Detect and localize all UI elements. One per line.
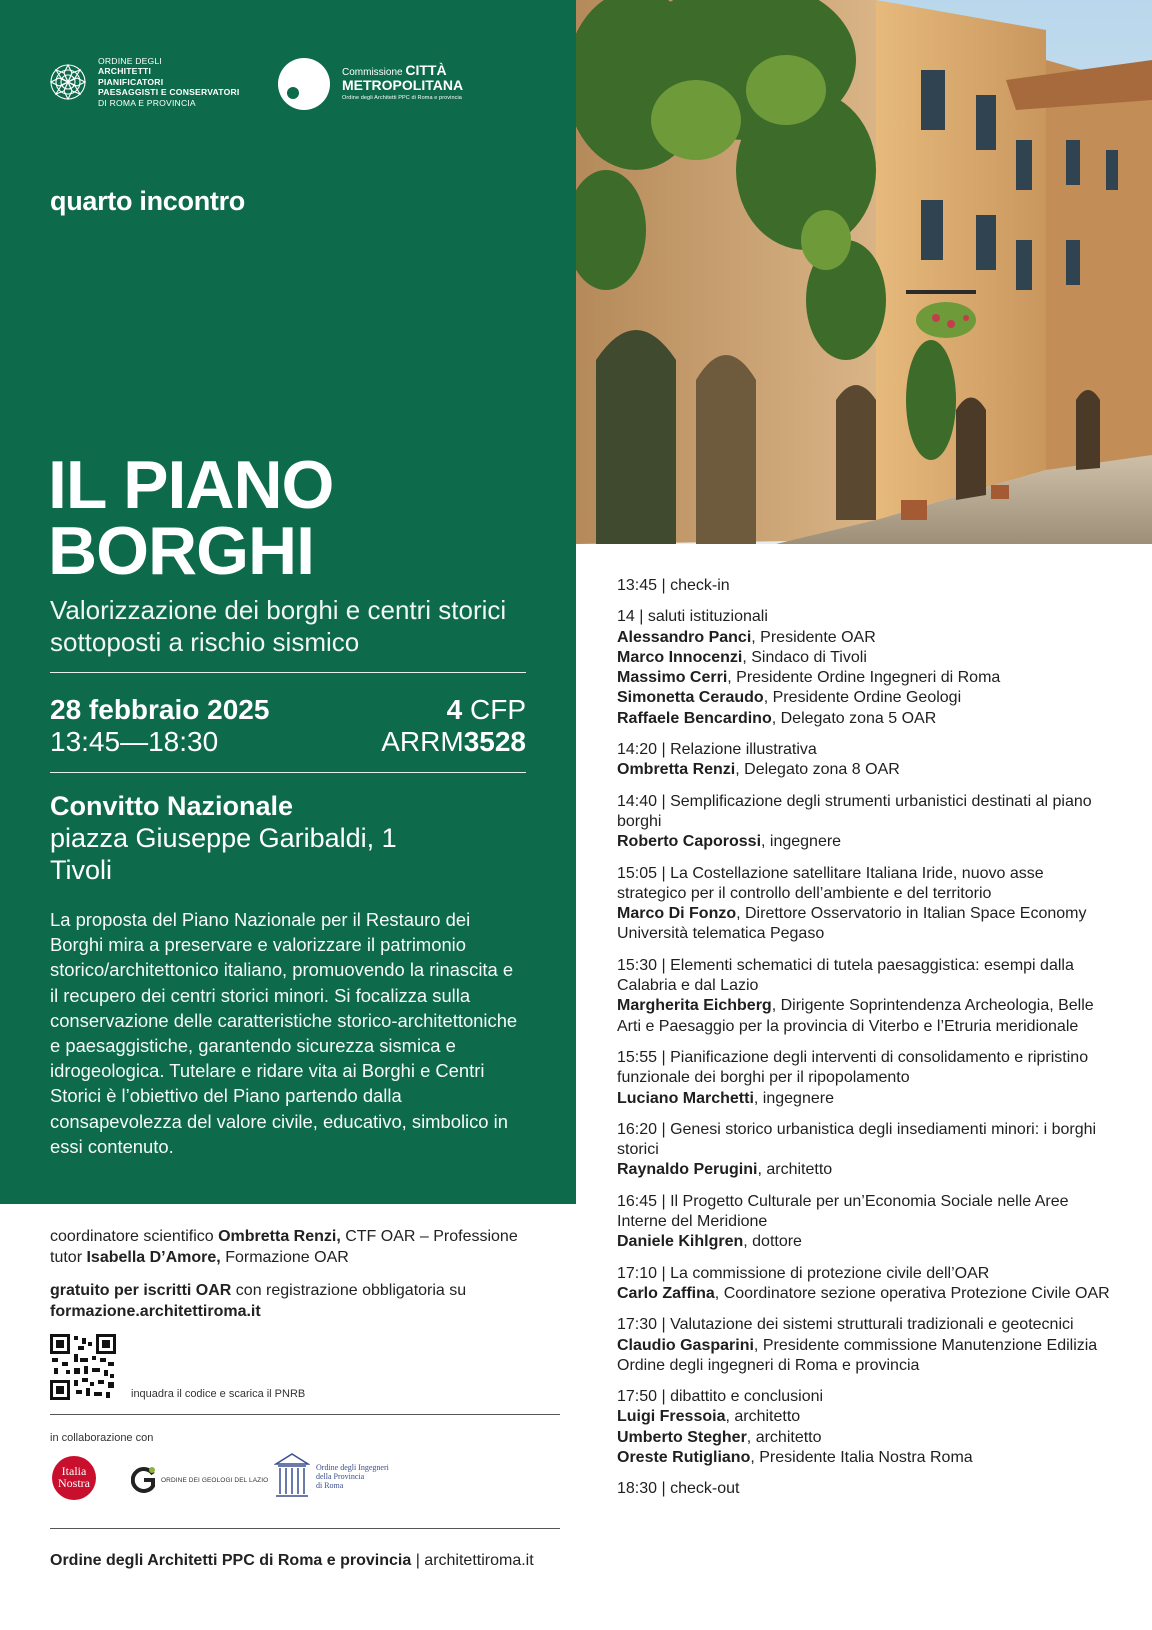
speaker-name: Massimo Cerri: [617, 669, 728, 687]
event-date: 28 febbraio 2025: [50, 694, 270, 725]
qr-code-icon[interactable]: [50, 1334, 116, 1400]
event-description: La proposta del Piano Nazionale per il Restauro dei Borghi mira a preservare e valorizzare il patrimonio storico/architettonico italiano, promuovendo la rinascita e il recupero dei centri storici minori. Si focalizza sulla conservazione delle caratteristiche storico-architettoniche e paesaggistiche, garantendo sicurezza sismica e idrogeologica. Tutelare e ridare vita ai Borghi e Centri Storici è l’obiettivo del Piano partendo dalla consapevolezza del valore civile, educativo, simbolico in essi contenuto.: [50, 909, 518, 1157]
coordinator-name: Ombretta Renzi,: [218, 1228, 341, 1245]
collaboration-label: in collaborazione con: [50, 1432, 154, 1444]
programme-slot: [617, 1120, 1117, 1181]
oar-logo-line: PAESAGGISTI E CONSERVATORI: [98, 87, 240, 98]
partner-line: della Provincia: [316, 1471, 365, 1481]
venue: [50, 790, 397, 886]
speaker-name: Carlo Zaffina: [617, 1284, 715, 1302]
cfp-credits: 4 CFP: [446, 694, 526, 725]
geologi-lazio-logo: [131, 1466, 268, 1494]
slot-heading: 18:30 | check-out: [617, 1480, 740, 1498]
speaker-role: , architetto: [757, 1161, 833, 1179]
commission-small: Commissione: [342, 66, 403, 78]
speaker-name: Luigi Fressoia: [617, 1408, 726, 1426]
speaker: [617, 1428, 1117, 1448]
photo-illustration: [576, 0, 1152, 544]
speaker-name: Daniele Kihlgren: [617, 1233, 744, 1251]
free-label: gratuito per iscritti OAR: [50, 1282, 232, 1299]
speaker: [617, 709, 1117, 729]
speaker-name: Claudio Gasparini: [617, 1336, 754, 1354]
speaker-role: , ingegnere: [761, 833, 842, 851]
programme-slot: [617, 1264, 1117, 1305]
speaker-name: Umberto Stegher: [617, 1428, 747, 1446]
speaker-role: , architetto: [746, 1428, 822, 1446]
speaker-role: , Delegato zona 5 OAR: [771, 709, 937, 727]
speaker-name: Marco Innocenzi: [617, 648, 743, 666]
footer-site[interactable]: | architettiroma.it: [411, 1552, 534, 1569]
programme-slot: [617, 1192, 1117, 1253]
programme-slot: [617, 956, 1117, 1037]
title-line: IL PIANO: [48, 447, 334, 523]
ingegneri-building-icon: [274, 1452, 310, 1500]
slot-heading: 15:55 | Pianificazione degli interventi di consolidamento e ripristino funzionale dei borghi per il ripopolamento: [617, 1048, 1089, 1087]
speaker: [617, 760, 1117, 780]
footer-org: Ordine degli Architetti PPC di Roma e provincia: [50, 1552, 412, 1569]
tutor-line: tutor Isabella D’Amore, Formazione OAR: [50, 1249, 349, 1266]
speaker-name: Alessandro Panci: [617, 628, 752, 646]
oar-logo-line: PIANIFICATORI: [98, 76, 164, 87]
event-subtitle: Valorizzazione dei borghi e centri storici sottoposti a rischio sismico: [50, 595, 507, 657]
slot-heading: 15:05 | La Costellazione satellitare Italiana Iride, nuovo asse strategico per il controllo dell’ambiente e del territorio: [617, 864, 1044, 902]
speaker-role: , Presidente commissione Manutenzione Edilizia Ordine degli ingegneri di Roma e provincia: [617, 1336, 1098, 1374]
speaker-name: Simonetta Ceraudo: [617, 689, 764, 707]
event-code: ARRM3528: [381, 726, 526, 757]
speaker-name: Roberto Caporossi: [617, 833, 762, 851]
programme-slot: [617, 1479, 1117, 1499]
speaker: [617, 1448, 1117, 1468]
footer: [50, 1552, 534, 1570]
oar-logo-text: [98, 56, 248, 108]
partner-name: [316, 1463, 389, 1490]
speaker-role: , Coordinatore sezione operativa Protezione Civile OAR: [714, 1284, 1110, 1302]
italia-nostra-logo: [52, 1456, 96, 1500]
title-line: BORGHI: [48, 513, 314, 589]
commission-city: CITTÀ: [405, 61, 447, 78]
speaker-role: , Presidente Italia Nostra Roma: [750, 1448, 973, 1466]
speaker: [617, 628, 1117, 648]
speaker-role: , Dirigente Soprintendenza Archeologia, Belle Arti e Paesaggio per la provincia di Viterbo e l’Etruria meridionale: [617, 997, 1094, 1035]
venue-city: Tivoli: [50, 855, 113, 885]
slot-heading: 14:40 | Semplificazione degli strumenti urbanistici destinati al piano borghi: [617, 792, 1092, 830]
speaker-name: Oreste Rutigliano: [617, 1448, 751, 1466]
geologi-g-icon: [131, 1466, 157, 1494]
slot-heading: 14 | saluti istituzionali: [617, 608, 768, 626]
speaker: [617, 1407, 1117, 1427]
divider: [50, 1414, 560, 1415]
partner-line: di Roma: [316, 1480, 344, 1490]
oar-logo-line: ARCHITETTI: [98, 66, 152, 77]
speaker-name: Marco Di Fonzo: [617, 905, 737, 923]
programme-slot: [617, 1315, 1117, 1376]
slot-heading: 17:50 | dibattito e conclusioni: [617, 1388, 824, 1406]
programme-slot: [617, 740, 1117, 781]
ingegneri-roma-logo: [274, 1452, 389, 1500]
partner-line: Italia: [61, 1464, 87, 1478]
speaker-role: , Delegato zona 8 OAR: [735, 761, 900, 779]
coordinator-line: coordinatore scientifico Ombretta Renzi, CTF OAR – Professione: [50, 1228, 518, 1245]
green-panel: [0, 0, 576, 1204]
speaker: [617, 648, 1117, 668]
speaker: [617, 1232, 1117, 1252]
programme-slot: [617, 576, 1117, 596]
programme-slot: [617, 1387, 1117, 1468]
speaker-role: , Presidente Ordine Geologi: [763, 689, 962, 707]
divider: [50, 1528, 560, 1529]
divider: [50, 672, 526, 673]
slot-heading: 13:45 | check-in: [617, 577, 730, 594]
commission-logo-text: [342, 61, 464, 105]
speaker: [617, 1160, 1117, 1180]
tutor-name: Isabella D’Amore,: [86, 1249, 221, 1266]
commission-sub: Ordine degli Architetti PPC di Roma e provincia: [342, 94, 462, 101]
programme-list: [617, 576, 1117, 1511]
event-series: quarto incontro: [50, 186, 245, 216]
partner-line: Ordine degli Ingegneri: [316, 1462, 389, 1472]
speaker: [617, 668, 1117, 688]
slot-heading: 17:10 | La commissione di protezione civile dell’OAR: [617, 1264, 990, 1282]
commission-logo: [278, 58, 463, 110]
event-time: 13:45—18:30: [50, 726, 219, 757]
speaker: [617, 904, 1117, 945]
commission-circle-icon: [278, 58, 330, 110]
speaker-role: , Sindaco di Tivoli: [742, 648, 867, 666]
speaker-role: , dottore: [743, 1233, 802, 1251]
programme-slot: [617, 607, 1117, 729]
registration-info: gratuito per iscritti OAR con registrazione obbligatoria su formazione.architettiroma.it: [50, 1282, 467, 1320]
speaker-role: , Presidente OAR: [751, 628, 876, 646]
slot-heading: 16:20 | Genesi storico urbanistica degli insediamenti minori: i borghi storici: [617, 1120, 1097, 1159]
speaker-name: Luciano Marchetti: [617, 1089, 754, 1107]
slot-heading: 16:45 | Il Progetto Culturale per un’Economia Sociale nelle Aree Interne del Meridione: [617, 1192, 1069, 1231]
partner-line: Nostra: [58, 1476, 90, 1490]
borgo-street-photo: [576, 0, 1152, 544]
commission-metro: METROPOLITANA: [342, 76, 464, 93]
date-block: [50, 694, 526, 758]
speaker-role: , architetto: [725, 1408, 801, 1426]
oar-logo-line: ORDINE DEGLI: [98, 56, 162, 66]
venue-address: piazza Giuseppe Garibaldi, 1: [50, 823, 397, 853]
qr-caption: inquadra il codice e scarica il PNRB: [131, 1388, 306, 1400]
speaker-name: Raynaldo Perugini: [617, 1161, 758, 1179]
speaker-name: Raffaele Bencardino: [617, 709, 772, 727]
oar-logo-line: DI ROMA E PROVINCIA: [98, 97, 196, 108]
speaker: [617, 832, 1117, 852]
venue-name: Convitto Nazionale: [50, 791, 294, 821]
speaker: [617, 1089, 1117, 1109]
speaker: [617, 1336, 1117, 1377]
slot-heading: 15:30 | Elementi schematici di tutela paesaggistica: esempi dalla Calabria e dal Lazio: [617, 956, 1074, 995]
speaker-name: Ombretta Renzi: [617, 761, 736, 779]
programme-slot: [617, 864, 1117, 945]
partner-name: ORDINE DEI GEOLOGI DEL LAZIO: [161, 1476, 269, 1484]
speaker-role: , Direttore Osservatorio in Italian Space Economy Università telematica Pegaso: [617, 905, 1087, 943]
registration-link[interactable]: formazione.architettiroma.it: [50, 1303, 261, 1320]
programme-slot: [617, 792, 1117, 853]
programme-slot: [617, 1048, 1117, 1109]
page-title: [48, 447, 334, 589]
credits-block: [50, 1226, 560, 1268]
speaker: [617, 688, 1117, 708]
divider: [50, 772, 526, 773]
slot-heading: 14:20 | Relazione illustrativa: [617, 741, 817, 759]
speaker: [617, 1284, 1117, 1304]
slot-heading: 17:30 | Valutazione dei sistemi strutturali tradizionali e geotecnici: [617, 1316, 1074, 1334]
speaker-name: Margherita Eichberg: [617, 997, 772, 1015]
oar-rosette-icon: [48, 59, 88, 105]
speaker-role: , Presidente Ordine Ingegneri di Roma: [727, 669, 1001, 687]
oar-logo: [48, 56, 248, 108]
speaker: [617, 996, 1117, 1037]
speaker-role: , ingegnere: [753, 1089, 834, 1107]
